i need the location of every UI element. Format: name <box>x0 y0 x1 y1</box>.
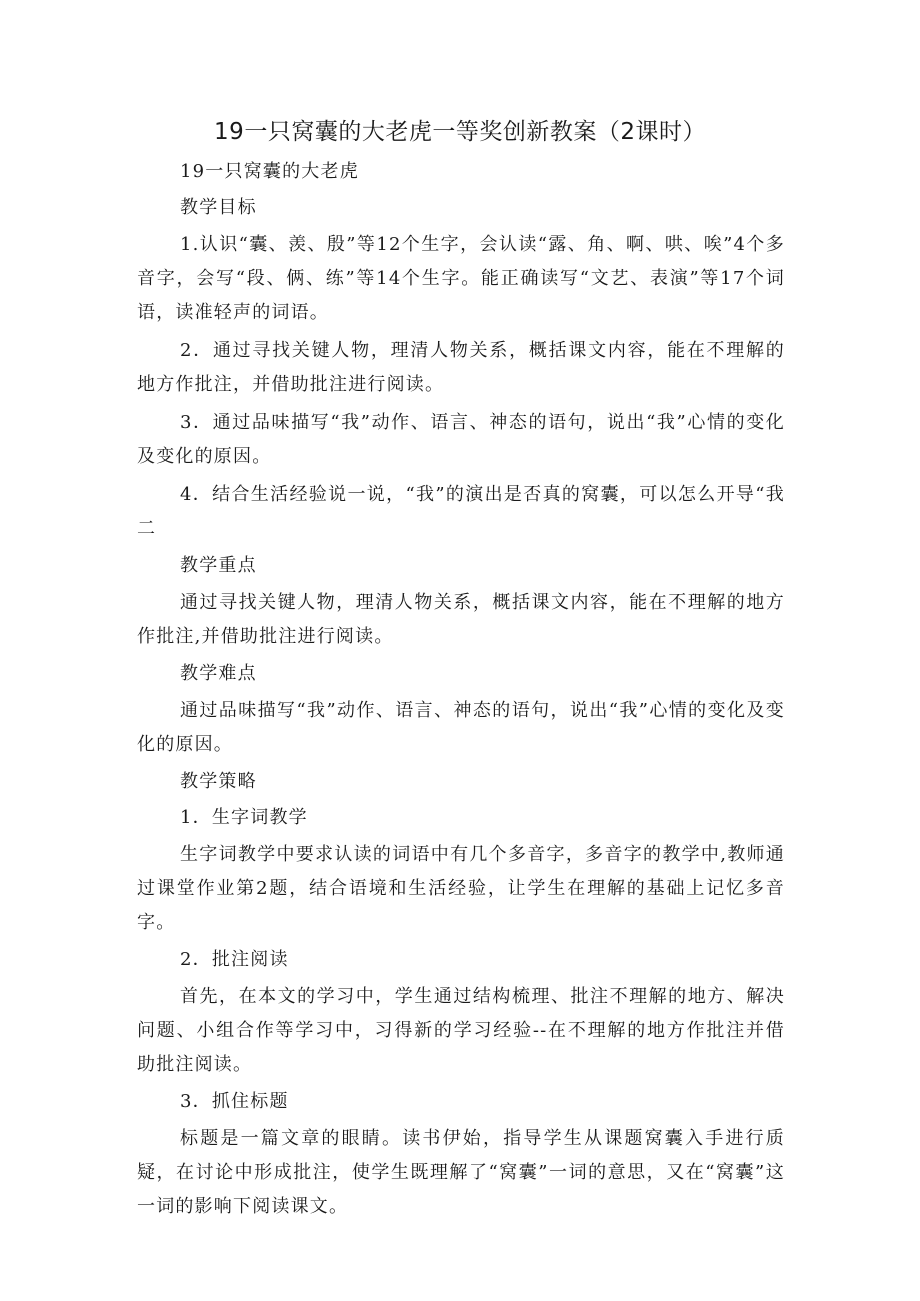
objective-item: 4．结合生活经验说一说，“我”的演出是否真的窝囊，可以怎么开导“我二 <box>137 484 785 539</box>
strategy-heading: 1．生字词教学 <box>180 807 308 828</box>
document-title: 19一只窝囊的大老虎一等奖创新教案（2课时） <box>214 119 706 145</box>
strategy-text: 生字词教学中要求认读的词语中有几个多音字，多音字的教学中,教师通过课堂作业第2题，结合语境和生活经验，让学生在理解的基础上记忆多音字。 <box>137 844 785 933</box>
strategy-text: 首先，在本文的学习中，学生通过结构梳理、批注不理解的地方、解决问题、小组合作等学习中，习得新的学习经验--在不理解的地方作批注并借助批注阅读。 <box>137 986 785 1075</box>
strategy-heading: 3．抓住标题 <box>180 1091 289 1112</box>
strategy-heading: 2．批注阅读 <box>180 949 289 970</box>
difficulties-text: 通过品味描写“我”动作、语言、神态的语句，说出“我”心情的变化及变化的原因。 <box>137 700 785 755</box>
lesson-subtitle: 19一只窝囊的大老虎 <box>180 161 359 182</box>
objective-item: 3．通过品味描写“我”动作、语言、神态的语句，说出“我”心情的变化及变化的原因。 <box>137 412 785 467</box>
strategy-text: 标题是一篇文章的眼睛。读书伊始，指导学生从课题窝囊入手进行质疑，在讨论中形成批注，使学生既理解了“窝囊”一词的意思，又在“窝囊”这一词的影响下阅读课文。 <box>137 1128 785 1217</box>
objective-item: 1.认识“囊、羡、殷”等12个生字，会认读“露、角、啊、哄、唉”4个多音字，会写“段、俩、练”等14个生字。能正确读写“文艺、表演”等17个词语，读准轻声的词语。 <box>137 234 785 323</box>
document-body <box>137 156 785 1228</box>
objective-item: 2．通过寻找关键人物，理清人物关系，概括课文内容，能在不理解的地方作批注，并借助批注进行阅读。 <box>137 340 785 395</box>
key-points-text: 通过寻找关键人物，理清人物关系，概括课文内容，能在不理解的地方作批注,并借助批注进行阅读。 <box>137 592 785 647</box>
difficulties-heading: 教学难点 <box>180 663 257 684</box>
strategies-heading: 教学策略 <box>180 771 257 792</box>
key-points-heading: 教学重点 <box>180 555 257 576</box>
objectives-heading: 教学目标 <box>180 197 257 218</box>
